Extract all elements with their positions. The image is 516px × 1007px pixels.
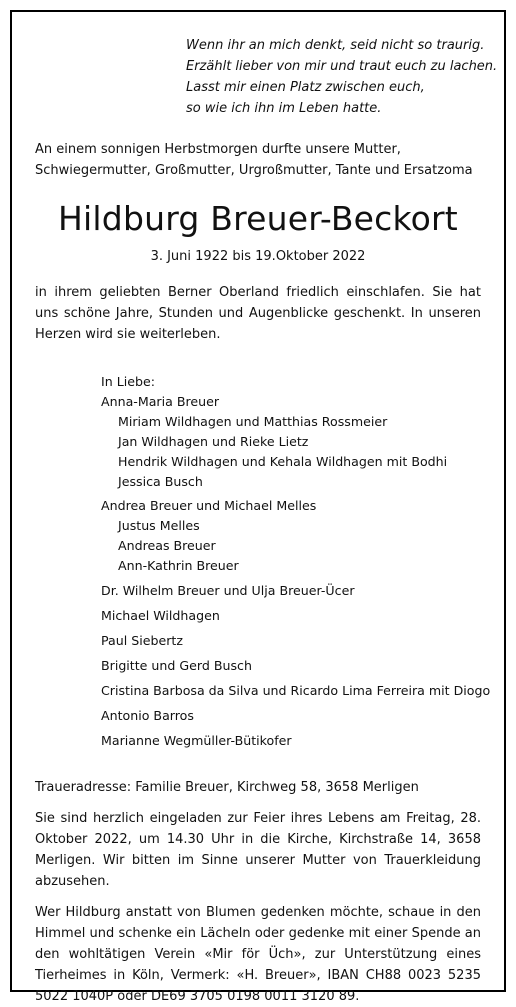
mourner-member: Hendrik Wildhagen und Kehala Wildhagen mit Bodhi bbox=[118, 454, 448, 469]
footer-section bbox=[35, 777, 481, 1007]
intro-text: An einem sonnigen Herbstmorgen durfte unsere Mutter, Schwiegermutter, Großmutter, Urgroßmutter, Tante und Ersatzoma bbox=[35, 142, 473, 178]
mourner-entry: Antonio Barros bbox=[101, 708, 194, 723]
ceremony-invitation: Sie sind herzlich eingeladen zur Feier ihres Lebens am Freitag, 28. Oktober 2022, um 14.30 Uhr in die Kirche, Kirchstraße 14, 3658 Merligen. Wir bitten im Sinne unserer Mutter von Trauerkleidung abzusehen. bbox=[35, 811, 481, 889]
poem-line: Lasst mir einen Platz zwischen euch, bbox=[186, 80, 425, 95]
poem-line: Wenn ihr an mich denkt, seid nicht so traurig. bbox=[186, 38, 485, 53]
poem-line: so wie ich ihn im Leben hatte. bbox=[186, 101, 382, 116]
body-text: in ihrem geliebten Berner Oberland friedlich einschlafen. Sie hat uns schöne Jahre, Stunden und Augenblicke geschenkt. In unseren Herzen wird sie weiterleben. bbox=[35, 285, 481, 342]
mourner-member: Miriam Wildhagen und Matthias Rossmeier bbox=[118, 414, 388, 429]
poem-line: Erzählt lieber von mir und traut euch zu lachen. bbox=[186, 59, 498, 74]
mourner-member: Justus Melles bbox=[118, 518, 200, 533]
funeral-address: Traueradresse: Familie Breuer, Kirchweg 58, 3658 Merligen bbox=[35, 780, 419, 795]
deceased-name: Hildburg Breuer-Beckort bbox=[58, 199, 458, 238]
mourner-entry: Michael Wildhagen bbox=[101, 608, 220, 623]
poem bbox=[186, 35, 496, 119]
mourners-list bbox=[101, 372, 501, 751]
mourner-entry: Marianne Wegmüller-Bütikofer bbox=[101, 733, 292, 748]
mourner-member: Jan Wildhagen und Rieke Lietz bbox=[118, 434, 309, 449]
mourner-member: Andreas Breuer bbox=[118, 538, 216, 553]
life-dates: 3. Juni 1922 bis 19.Oktober 2022 bbox=[150, 249, 366, 264]
mourner-family-head: Anna-Maria Breuer bbox=[101, 394, 220, 409]
mourner-entry: Cristina Barbosa da Silva und Ricardo Lima Ferreira mit Diogo bbox=[101, 683, 491, 698]
mourner-member: Jessica Busch bbox=[118, 474, 203, 489]
mourner-member: Ann-Kathrin Breuer bbox=[118, 558, 239, 573]
mourners-heading: In Liebe: bbox=[101, 374, 155, 389]
donation-note: Wer Hildburg anstatt von Blumen gedenken möchte, schaue in den Himmel und schenke ein Lächeln oder gedenke mit einer Spende an den wohltätigen Verein «Mir för Üch», zur Unterstützung eines Tierheimes in Köln, Vermerk: «H. Breuer», IBAN CH88 0023 5235 5022 1040P oder DE69 3705 0198 0011 3120 89. bbox=[35, 905, 481, 1004]
mourner-entry: Paul Siebertz bbox=[101, 633, 183, 648]
mourner-entry: Brigitte und Gerd Busch bbox=[101, 658, 252, 673]
mourner-family-head: Andrea Breuer und Michael Melles bbox=[101, 498, 317, 513]
mourner-entry: Dr. Wilhelm Breuer und Ulja Breuer-Ücer bbox=[101, 583, 355, 598]
